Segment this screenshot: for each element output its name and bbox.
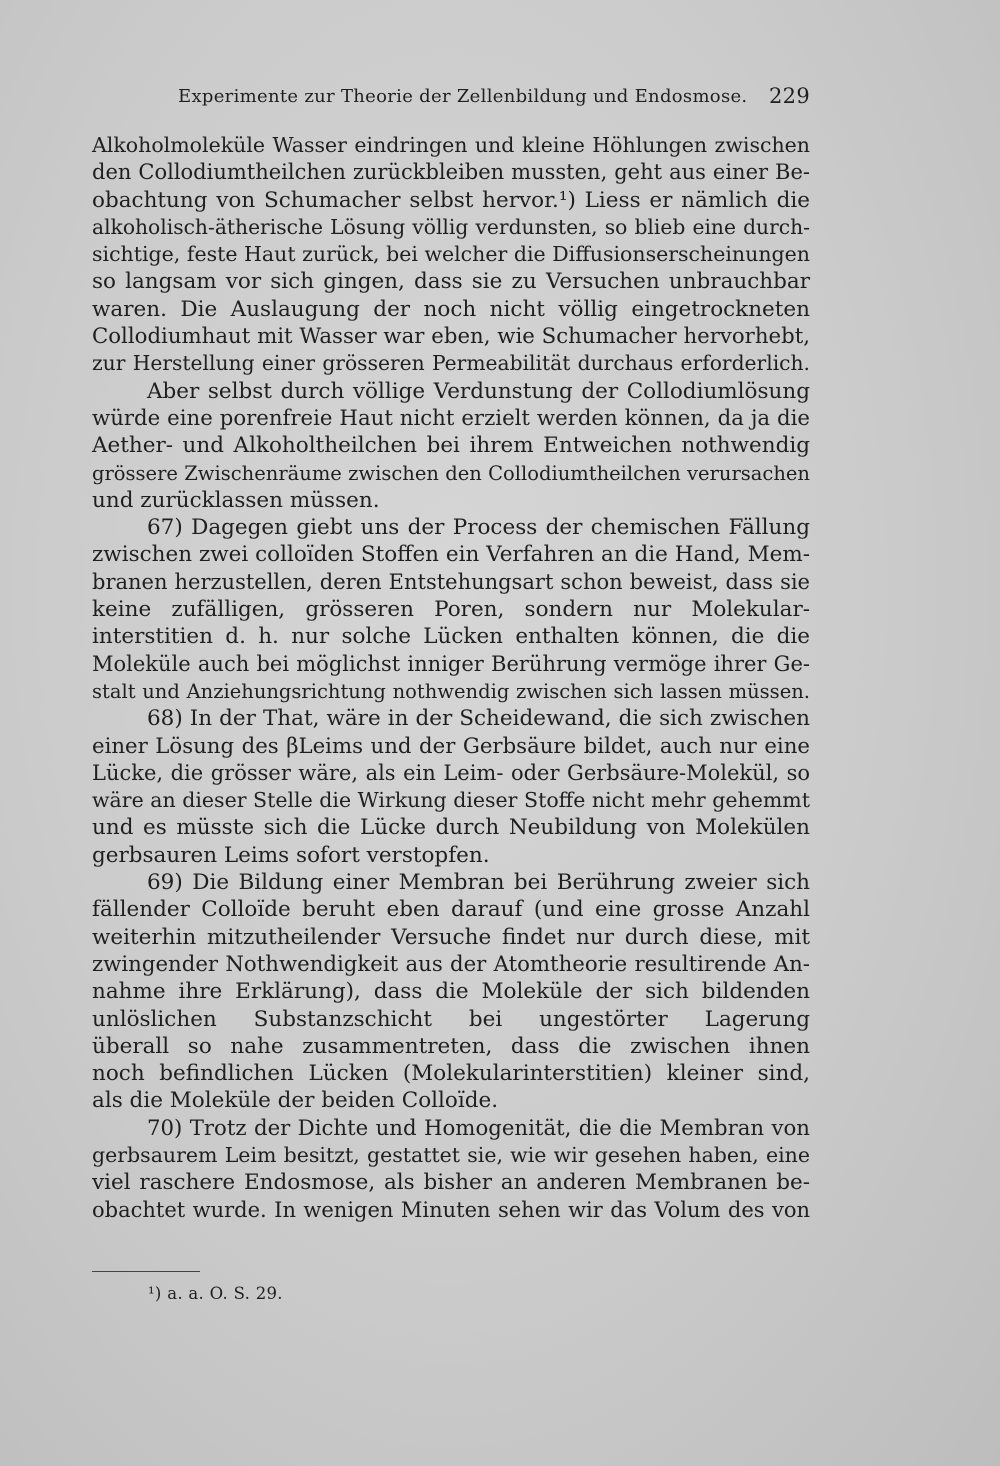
text-line: und zurücklassen müssen.	[92, 487, 380, 513]
footnote-rule	[92, 1271, 200, 1272]
text-line: sichtige, feste Haut zurück, bei welcher die Diffusionserscheinungen	[92, 242, 810, 267]
text-line: zur Herstellung einer grösseren Permeabilität durchaus erforderlich.	[92, 351, 810, 376]
text-line: obachtet wurde. In wenigen Minuten sehen wir das Volum des von	[92, 1197, 810, 1222]
text-line: 68) In der That, wäre in der Scheidewand, die sich zwischen	[147, 706, 810, 732]
text-line: alkoholisch-ätherische Lösung völlig verdunsten, so blieb eine durch-	[92, 214, 810, 239]
text-line: stalt und Anziehungsrichtung nothwendig zwischen sich lassen müssen.	[92, 679, 810, 703]
text-line: so langsam vor sich gingen, dass sie zu Versuchen unbrauchbar	[92, 269, 810, 295]
text-line: unlöslichen Substanzschicht bei ungestörter Lagerung	[92, 1006, 810, 1032]
text-line: viel raschere Endosmose, als bisher an anderen Membranen be-	[92, 1170, 810, 1196]
running-header	[178, 84, 810, 114]
text-line: gerbsaurem Leim besitzt, gestattet sie, wie wir gesehen haben, eine	[92, 1142, 810, 1167]
text-line: grössere Zwischenräume zwischen den Collodiumtheilchen verursachen	[92, 461, 810, 485]
text-line: waren. Die Auslaugung der noch nicht völlig eingetrockneten	[92, 296, 810, 322]
page-number: 229	[769, 84, 810, 108]
text-line: und es müsste sich die Lücke durch Neubildung von Molekülen	[92, 815, 810, 841]
text-line: einer Lösung des βLeims und der Gerbsäure bildet, auch nur eine	[92, 733, 810, 759]
body-text	[92, 132, 810, 1224]
text-line: obachtung von Schumacher selbst hervor.¹) Liess er nämlich die	[92, 187, 810, 213]
text-line: zwingender Nothwendigkeit aus der Atomtheorie resultirende An-	[92, 951, 810, 977]
text-line: branen herzustellen, deren Entstehungsart schon beweist, dass sie	[92, 569, 810, 594]
text-line: den Collodiumtheilchen zurückbleiben mussten, geht aus einer Be-	[92, 160, 810, 185]
text-line: gerbsauren Leims sofort verstopfen.	[92, 842, 490, 868]
text-line: fällender Colloïde beruht eben darauf (und eine grosse Anzahl	[92, 897, 810, 923]
text-line: überall so nahe zusammentreten, dass die zwischen ihnen	[92, 1033, 810, 1059]
text-line: wäre an dieser Stelle die Wirkung dieser Stoffe nicht mehr gehemmt	[92, 788, 810, 813]
text-line: Collodiumhaut mit Wasser war eben, wie Schumacher hervorhebt,	[92, 324, 810, 350]
text-line: zwischen zwei colloïden Stoffen ein Verfahren an die Hand, Mem-	[92, 542, 810, 568]
text-line: 67) Dagegen giebt uns der Process der chemischen Fällung	[147, 515, 810, 541]
text-line: nahme ihre Erklärung), dass die Moleküle der sich bildenden	[92, 979, 810, 1005]
text-line: Alkoholmoleküle Wasser eindringen und kleine Höhlungen zwischen	[92, 133, 810, 157]
text-line: weiterhin mitzutheilender Versuche findet nur durch diese, mit	[92, 924, 810, 950]
text-line: Aber selbst durch völlige Verdunstung der Collodiumlösung	[147, 378, 810, 404]
text-line: als die Moleküle der beiden Colloïde.	[92, 1088, 499, 1114]
running-head-title: Experimente zur Theorie der Zellenbildung und Endosmose.	[178, 86, 748, 107]
text-line: 70) Trotz der Dichte und Homogenität, die die Membran von	[147, 1115, 810, 1141]
text-line: interstitien d. h. nur solche Lücken enthalten können, die die	[92, 624, 810, 650]
text-line: würde eine porenfreie Haut nicht erzielt werden können, da ja die	[92, 405, 810, 431]
text-line: Lücke, die grösser wäre, als ein Leim- oder Gerbsäure-Molekül, so	[92, 760, 810, 785]
text-line: 69) Die Bildung einer Membran bei Berührung zweier sich	[147, 870, 810, 896]
text-line: Aether- und Alkoholtheilchen bei ihrem Entweichen nothwendig	[92, 433, 810, 459]
footnote: ¹) a. a. O. S. 29.	[148, 1284, 283, 1303]
text-line: keine zufälligen, grösseren Poren, sondern nur Molekular-	[92, 597, 810, 623]
text-line: Moleküle auch bei möglichst inniger Berührung vermöge ihrer Ge-	[92, 651, 810, 676]
text-line: noch befindlichen Lücken (Molekularinterstitien) kleiner sind,	[92, 1061, 810, 1087]
